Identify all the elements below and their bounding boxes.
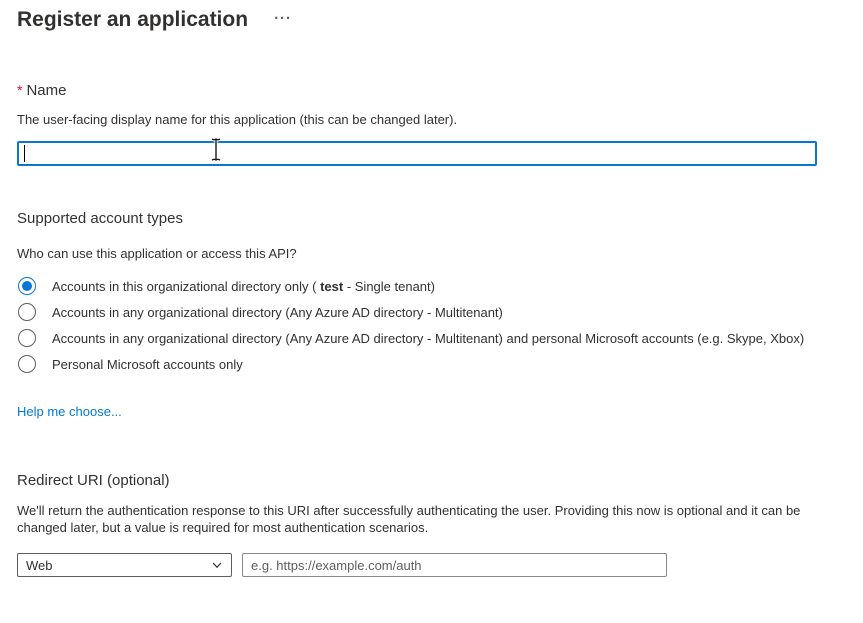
name-section [17,82,846,166]
radio-option-label [52,305,503,320]
radio-label-suffix: - Single tenant) [343,278,435,294]
radio-label-tenant-name: test [320,278,344,294]
platform-selected-value: Web [26,557,53,573]
chevron-down-icon [211,559,223,571]
radio-option-multitenant-personal[interactable] [17,325,846,351]
redirect-uri-description: We'll return the authentication response to this URI after successfully authenticating the user. Providing this now is optional and it can be changed later, but a value is required for most authentication scenarios. [17,503,801,535]
radio-option-label [52,357,243,372]
redirect-uri-input[interactable] [242,553,667,577]
more-options-icon[interactable]: ··· [274,9,293,27]
name-field-label: Name [26,82,67,99]
radio-label-prefix: Accounts in any organizational directory (Any Azure AD directory - Multitenant) [52,304,503,320]
radio-option-single-tenant[interactable] [17,273,846,299]
help-me-choose-link[interactable]: Help me choose... [17,404,122,419]
account-type-radio-group [17,273,846,377]
page-title: Register an application [17,8,249,31]
text-caret [24,145,25,162]
radio-button-icon[interactable] [18,277,36,295]
name-field-description: The user-facing display name for this application (this can be changed later). [17,112,458,127]
radio-label-prefix: Personal Microsoft accounts only [52,356,243,372]
redirect-uri-section [17,472,846,577]
name-input-wrapper [17,141,817,166]
supported-account-types-section [17,210,846,421]
radio-option-label [52,279,435,294]
name-field-label-row [17,82,846,99]
page-header [17,8,846,32]
required-asterisk: * [17,82,23,98]
name-input[interactable] [17,141,817,166]
radio-dot [22,281,32,291]
redirect-uri-controls [17,553,846,577]
radio-label-prefix: Accounts in this organizational directory only ( [52,278,321,294]
platform-select-dropdown[interactable] [17,553,232,577]
redirect-uri-heading: Redirect URI (optional) [17,472,170,489]
radio-button-icon[interactable] [18,355,36,373]
account-types-question: Who can use this application or access this API? [17,246,297,261]
radio-option-multitenant[interactable] [17,299,846,325]
radio-button-icon[interactable] [18,329,36,347]
radio-button-icon[interactable] [18,303,36,321]
radio-option-label [52,331,804,346]
radio-option-personal-only[interactable] [17,351,846,377]
supported-account-types-heading: Supported account types [17,210,183,227]
radio-label-prefix: Accounts in any organizational directory (Any Azure AD directory - Multitenant) and personal Microsoft accounts (e.g. Skype, Xbox) [52,330,805,346]
